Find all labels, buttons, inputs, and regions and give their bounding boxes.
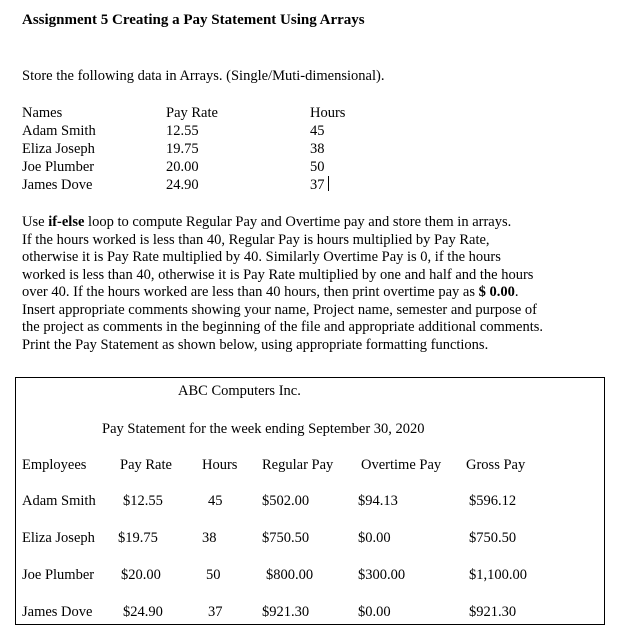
gross-pay-value: $750.50 <box>469 530 517 546</box>
hours-cell: 45 <box>310 123 325 139</box>
employee-name: Eliza Joseph <box>22 530 95 546</box>
regular-pay-value: $921.30 <box>262 604 310 620</box>
pay-rate-header: Pay Rate <box>166 105 218 121</box>
hours-cell-with-cursor[interactable] <box>310 176 345 194</box>
regular-pay-value: $800.00 <box>266 567 314 583</box>
header-overtime-pay: Overtime Pay <box>361 457 442 473</box>
instruction-line: worked is less than 40, otherwise it is Pay Rate multiplied by one and half and the hours <box>22 266 534 283</box>
instruction-line: Print the Pay Statement as shown below, using appropriate formatting functions. <box>22 336 489 353</box>
hours-value: 45 <box>208 493 223 509</box>
name-cell: Eliza Joseph <box>22 141 95 157</box>
name-cell: James Dove <box>22 177 93 193</box>
regular-pay-value: $750.50 <box>262 530 310 546</box>
instruction-line: Use if-else loop to compute Regular Pay and Overtime pay and store them in arrays. <box>22 214 512 230</box>
gross-pay-value: $1,100.00 <box>469 567 527 583</box>
header-gross-pay: Gross Pay <box>466 457 526 473</box>
company-name: ABC Computers Inc. <box>178 383 301 399</box>
pay-rate-cell: 20.00 <box>166 159 199 175</box>
text-cursor <box>328 176 329 191</box>
overtime-pay-value: $300.00 <box>358 567 406 583</box>
intro-text: Store the following data in Arrays. (Single/Muti-dimensional). <box>22 68 385 84</box>
instructions-paragraph <box>22 214 622 354</box>
statement-subtitle: Pay Statement for the week ending September 30, 2020 <box>102 421 425 437</box>
pay-rate-value: $24.90 <box>123 604 163 620</box>
hours-cell: 50 <box>310 159 325 175</box>
name-cell: Adam Smith <box>22 123 96 139</box>
hours-column <box>310 104 345 194</box>
hours-cell: 37 <box>310 177 325 193</box>
gross-pay-value: $596.12 <box>469 493 517 509</box>
instruction-line: over 40. If the hours worked are less than 40 hours, then print overtime pay as $ 0.00. <box>22 284 519 300</box>
overtime-pay-value: $0.00 <box>358 604 391 620</box>
pay-rate-value: $20.00 <box>121 567 161 583</box>
pay-rate-value: $19.75 <box>118 530 158 546</box>
hours-header: Hours <box>310 105 346 121</box>
header-hours: Hours <box>202 457 238 473</box>
hours-value: 50 <box>206 567 221 583</box>
pay-rate-cell: 19.75 <box>166 141 199 157</box>
hours-value: 38 <box>202 530 217 546</box>
gross-pay-value: $921.30 <box>469 604 517 620</box>
if-else-keyword: if-else <box>48 214 85 230</box>
instruction-line: the project as comments in the beginning of the file and appropriate additional comments. <box>22 319 544 335</box>
pay-rate-value: $12.55 <box>123 493 163 509</box>
names-header: Names <box>22 105 63 121</box>
pay-rate-column <box>166 104 218 194</box>
pay-statement-box <box>15 377 605 625</box>
employee-name: Joe Plumber <box>22 567 95 583</box>
pay-rate-cell: 12.55 <box>166 123 199 139</box>
employee-name: Adam Smith <box>22 493 96 509</box>
overtime-pay-value: $0.00 <box>358 530 391 546</box>
header-employees: Employees <box>22 457 87 473</box>
hours-value: 37 <box>208 604 223 620</box>
overtime-pay-value: $94.13 <box>358 493 398 509</box>
instruction-line: If the hours worked is less than 40, Regular Pay is hours multiplied by Pay Rate, <box>22 231 490 248</box>
instruction-line: otherwise it is Pay Rate multiplied by 40. Similarly Overtime Pay is 0, if the hours <box>22 249 501 265</box>
header-regular-pay: Regular Pay <box>262 457 334 473</box>
name-cell: Joe Plumber <box>22 159 95 175</box>
zero-pay-amount: $ 0.00 <box>478 284 515 300</box>
pay-rate-cell: 24.90 <box>166 177 199 193</box>
assignment-title: Assignment 5 Creating a Pay Statement Using Arrays <box>22 12 365 28</box>
regular-pay-value: $502.00 <box>262 493 310 509</box>
hours-cell: 38 <box>310 141 325 157</box>
instruction-line: Insert appropriate comments showing your name, Project name, semester and purpose of <box>22 301 538 318</box>
names-column <box>22 104 96 194</box>
header-pay-rate: Pay Rate <box>120 457 172 473</box>
employee-name: James Dove <box>22 604 93 620</box>
